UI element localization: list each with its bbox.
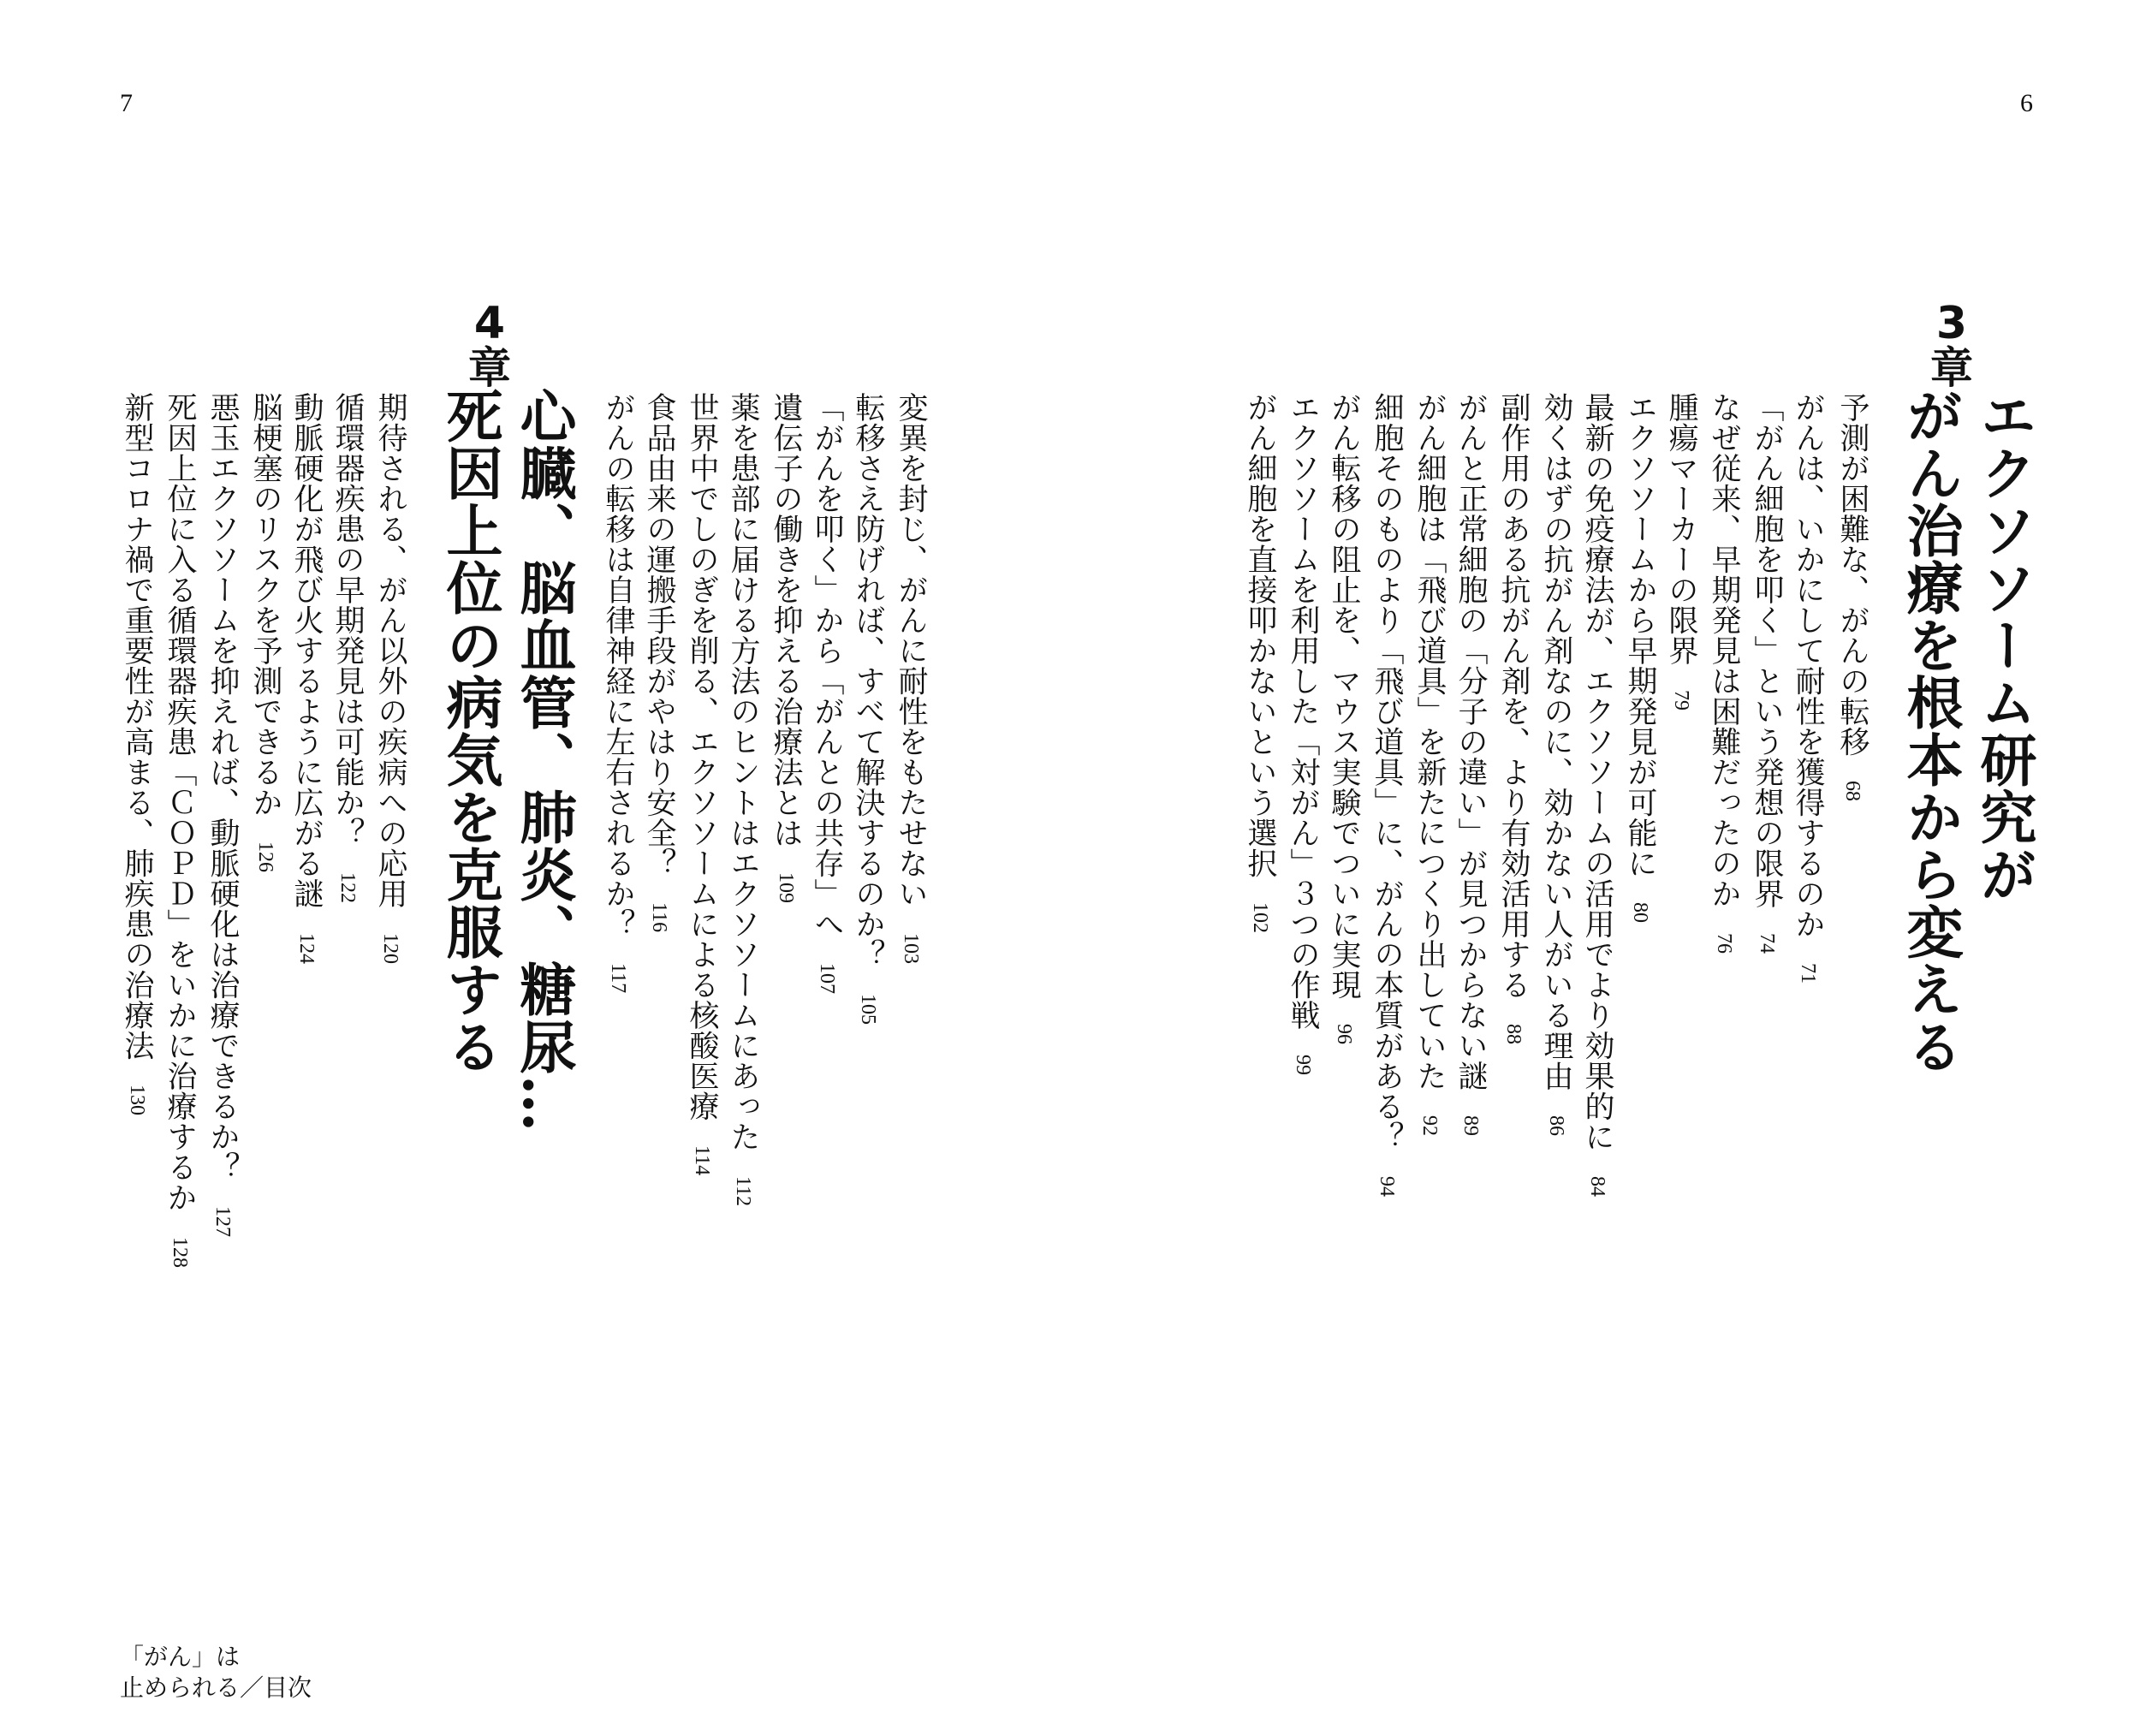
toc-entry[interactable] — [1746, 392, 1787, 954]
entry-text: がんの転移は自律神経に左右されるか？ — [601, 392, 635, 939]
entry-page: 107 — [816, 963, 838, 994]
chapter-kanji: 章 — [1930, 343, 1973, 393]
toc-entry[interactable] — [245, 392, 286, 872]
entry-text: 「がん細胞を叩く」という発想の限界 — [1750, 392, 1784, 909]
toc-entry[interactable] — [681, 392, 722, 1175]
entry-text: 腫瘍マーカーの限界 — [1664, 392, 1698, 666]
page-number-right: 6 — [2020, 89, 2033, 117]
entry-text: 動脈硬化が飛び火するように広がる謎 — [289, 392, 324, 909]
entry-text: がん細胞は「飛び道具」を新たにつくり出していた — [1412, 392, 1447, 1091]
toc-entry[interactable] — [286, 392, 327, 964]
entry-page: 76 — [1713, 932, 1735, 954]
entry-page: 99 — [1292, 1054, 1314, 1075]
entry-text: 脳梗塞のリスクを予測できるか — [248, 392, 282, 817]
entry-page: 88 — [1502, 1024, 1525, 1044]
chapter-4-title — [433, 387, 580, 1133]
entry-page: 130 — [126, 1085, 148, 1115]
entry-text: 細胞そのものより「飛び道具」に、がんの本質がある？ — [1370, 392, 1404, 1152]
entry-page: 94 — [1376, 1175, 1398, 1197]
toc-entry[interactable] — [1450, 392, 1491, 1136]
toc-entry[interactable] — [1661, 392, 1702, 710]
entry-page: 124 — [295, 932, 318, 964]
entry-text: 食品由来の運搬手段がやはり安全？ — [642, 392, 676, 878]
chapter-number: 4 — [473, 298, 506, 349]
entry-page: 79 — [1670, 689, 1692, 710]
entry-page: 117 — [607, 963, 629, 994]
entry-text: エクソソームを利用した「対がん」３つの作戦 — [1286, 392, 1320, 1031]
entry-text: 薬を患部に届ける方法のヒントはエクソソームにあった — [726, 392, 760, 1152]
page-number-left: 7 — [120, 89, 133, 117]
toc-entry[interactable] — [1493, 392, 1534, 1044]
entry-text: がん転移の阻止を、マウス実験でついに実現 — [1327, 392, 1361, 1000]
entry-page: 114 — [691, 1145, 713, 1176]
toc-entry[interactable] — [327, 392, 368, 903]
entry-text: エクソソームから早期発見が可能に — [1623, 392, 1657, 878]
entry-page: 109 — [775, 871, 797, 903]
entry-page: 105 — [857, 993, 879, 1025]
entry-page: 128 — [169, 1236, 191, 1268]
entry-page: 80 — [1629, 902, 1651, 923]
chapter-number: 3 — [1935, 298, 1968, 349]
entry-page: 103 — [900, 932, 922, 964]
entry-page: 127 — [211, 1206, 234, 1237]
chapter-title-line: がん治療を根本から変える — [1897, 387, 1964, 1075]
entry-text: 「がんを叩く」から「がんとの共存」へ — [810, 392, 844, 939]
chapter-title-line: 死因上位の病気を克服する — [437, 387, 503, 1075]
entry-text: 効くはずの抗がん剤なのに、効かない人がいる理由 — [1539, 392, 1573, 1091]
chapter-title-line: エクソソーム研究が — [1971, 387, 2037, 903]
entry-text: 転移さえ防げれば、すべて解決するのか？ — [851, 392, 885, 970]
entry-text: 期待される、がん以外の疾病への応用 — [373, 392, 407, 909]
chapter-3-title — [1893, 387, 2041, 1075]
toc-entry[interactable] — [159, 392, 200, 1268]
chapter-kanji: 章 — [468, 343, 511, 393]
entry-text: がん細胞を直接叩かないという選択 — [1243, 392, 1277, 878]
entry-text: なぜ従来、早期発見は困難だったのか — [1707, 392, 1741, 909]
entry-text: 循環器疾患の早期発見は可能か？ — [330, 392, 365, 848]
toc-entry[interactable] — [722, 392, 764, 1206]
entry-text: 世界中でしのぎを削る、エクソソームによる核酸医療 — [685, 392, 719, 1121]
entry-page: 126 — [254, 841, 276, 872]
entry-page: 116 — [648, 902, 670, 933]
toc-entry[interactable] — [1323, 392, 1364, 1044]
toc-entry[interactable] — [806, 392, 847, 994]
toc-entry[interactable] — [1239, 392, 1281, 933]
entry-text: 死因上位に入る循環器疾患「ＣＯＰＤ」をいかに治療するか — [163, 392, 197, 1213]
entry-page: 96 — [1333, 1024, 1355, 1044]
entry-page: 74 — [1756, 932, 1778, 954]
entry-text: 新型コロナ禍で重要性が高まる、肺疾患の治療法 — [120, 392, 154, 1061]
toc-entry[interactable] — [1536, 392, 1577, 1136]
entry-text: 最新の免疫療法が、エクソソームの活用でより効果的に — [1580, 392, 1614, 1152]
toc-entry[interactable] — [1703, 392, 1745, 954]
chapter-title-line: 心臓、脳血管、肺炎、糖尿… — [510, 387, 577, 1133]
entry-page: 86 — [1545, 1115, 1567, 1136]
toc-entry[interactable] — [202, 392, 243, 1237]
toc-entry[interactable] — [1282, 392, 1323, 1075]
entry-page: 92 — [1418, 1115, 1441, 1136]
chapter-4-mark — [455, 298, 524, 393]
entry-text: がんは、いかにして耐性を獲得するのか — [1791, 392, 1825, 939]
entry-page: 68 — [1841, 781, 1864, 801]
entry-page: 84 — [1586, 1175, 1608, 1197]
toc-entry[interactable] — [639, 392, 680, 932]
toc-entry[interactable] — [847, 392, 889, 1025]
toc-entry[interactable] — [1366, 392, 1407, 1197]
footer-section-title: 止められる／目次 — [120, 1674, 312, 1702]
toc-entry[interactable] — [1409, 392, 1450, 1136]
entry-text: がんと正常細胞の「分子の違い」が見つからない謎 — [1453, 392, 1488, 1091]
entry-text: 副作用のある抗がん剤を、より有効活用する — [1496, 392, 1531, 1000]
toc-entry[interactable] — [765, 392, 806, 903]
toc-entry[interactable] — [1577, 392, 1618, 1197]
toc-entry[interactable] — [1787, 392, 1828, 984]
entry-text: 予測が困難な、がんの転移 — [1835, 392, 1870, 757]
running-footer — [120, 1642, 312, 1703]
entry-text: 変異を封じ、がんに耐性をもたせない — [894, 392, 928, 909]
entry-page: 102 — [1249, 902, 1271, 933]
entry-page: 112 — [732, 1175, 754, 1206]
entry-text: 悪玉エクソソームを抑えれば、動脈硬化は治療できるか？ — [205, 392, 240, 1182]
toc-entry[interactable] — [370, 392, 411, 964]
toc-entry[interactable] — [1620, 392, 1661, 923]
entry-page: 122 — [336, 871, 359, 903]
toc-entry[interactable] — [597, 392, 639, 993]
toc-entry[interactable] — [116, 392, 158, 1115]
toc-entry[interactable] — [890, 392, 931, 964]
footer-book-title: 「がん」は — [120, 1643, 241, 1671]
entry-page: 120 — [379, 932, 401, 964]
entry-page: 89 — [1459, 1115, 1482, 1136]
chapter-3-mark — [1917, 298, 1986, 393]
entry-page: 71 — [1797, 963, 1819, 984]
toc-entry[interactable] — [1832, 392, 1873, 801]
entry-text: 遺伝子の働きを抑える治療法とは — [769, 392, 803, 848]
